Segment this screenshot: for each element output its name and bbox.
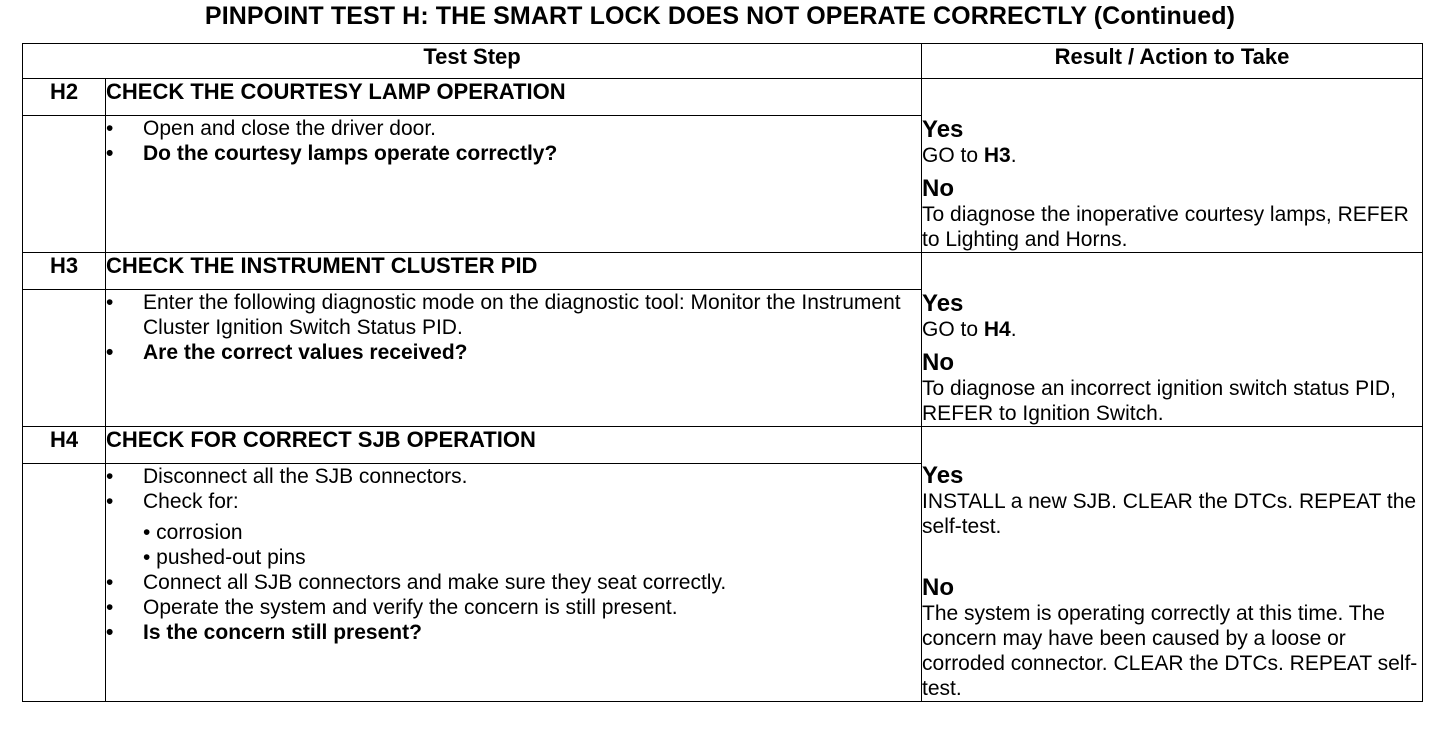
yes-action: INSTALL a new SJB. CLEAR the DTCs. REPEAT the self-test. <box>922 490 1417 538</box>
step-heading-row <box>23 79 1423 116</box>
list-item: • Open and close the driver door. <box>106 116 437 140</box>
yes-label: Yes <box>922 116 964 143</box>
step-id: H2 <box>23 79 106 116</box>
no-label: No <box>922 574 955 601</box>
yes-label: Yes <box>922 462 964 489</box>
no-action: The system is operating correctly at this time. The concern may have been caused by a loose or corroded connector. CLEAR the DTCs. REPEAT self-test. <box>922 602 1418 700</box>
list-item: • Check for: • corrosion • pushed-out pins <box>106 489 921 570</box>
pinpoint-test-table <box>22 43 1423 702</box>
result-cell <box>922 427 1423 702</box>
result-cell <box>922 79 1423 253</box>
list-item: • Enter the following diagnostic mode on the diagnostic tool: Monitor the Instrument Cluster Ignition Switch Status PID. <box>106 290 901 339</box>
sub-list <box>143 520 921 570</box>
no-action: To diagnose an incorrect ignition switch status PID, REFER to Ignition Switch. <box>922 377 1396 425</box>
step-body <box>106 463 922 701</box>
list-item: • Operate the system and verify the concern is still present. <box>106 595 678 619</box>
step-heading-row <box>23 253 1423 290</box>
yes-action: GO to H3. <box>922 144 1017 167</box>
no-label: No <box>922 349 955 376</box>
step-heading-row <box>23 427 1423 464</box>
no-label: No <box>922 175 955 202</box>
list-item: • Is the concern still present? <box>106 620 422 644</box>
step-heading: CHECK FOR CORRECT SJB OPERATION <box>106 427 922 464</box>
result-cell <box>922 253 1423 427</box>
no-action: To diagnose the inoperative courtesy lamps, REFER to Lighting and Horns. <box>922 203 1409 251</box>
step-heading: CHECK THE INSTRUMENT CLUSTER PID <box>106 253 922 290</box>
list-item: • Disconnect all the SJB connectors. <box>106 464 468 488</box>
page-title: PINPOINT TEST H: THE SMART LOCK DOES NOT OPERATE CORRECTLY (Continued) <box>204 2 1236 30</box>
list-item: • pushed-out pins <box>143 545 306 569</box>
yes-action: GO to H4. <box>922 318 1017 341</box>
list-item: • Connect all SJB connectors and make sure they seat correctly. <box>106 570 727 594</box>
step-id: H3 <box>23 253 106 290</box>
table-header-row <box>23 44 1423 79</box>
step-body <box>106 115 922 252</box>
step-heading: CHECK THE COURTESY LAMP OPERATION <box>106 79 922 116</box>
step-id: H4 <box>23 427 106 464</box>
list-item: • corrosion <box>143 520 243 544</box>
yes-label: Yes <box>922 290 964 317</box>
step-body <box>106 289 922 426</box>
test-step-header: Test Step <box>23 44 922 79</box>
list-item: • Are the correct values received? <box>106 340 468 364</box>
list-item: • Do the courtesy lamps operate correctly? <box>106 141 558 165</box>
result-header: Result / Action to Take <box>922 44 1423 79</box>
